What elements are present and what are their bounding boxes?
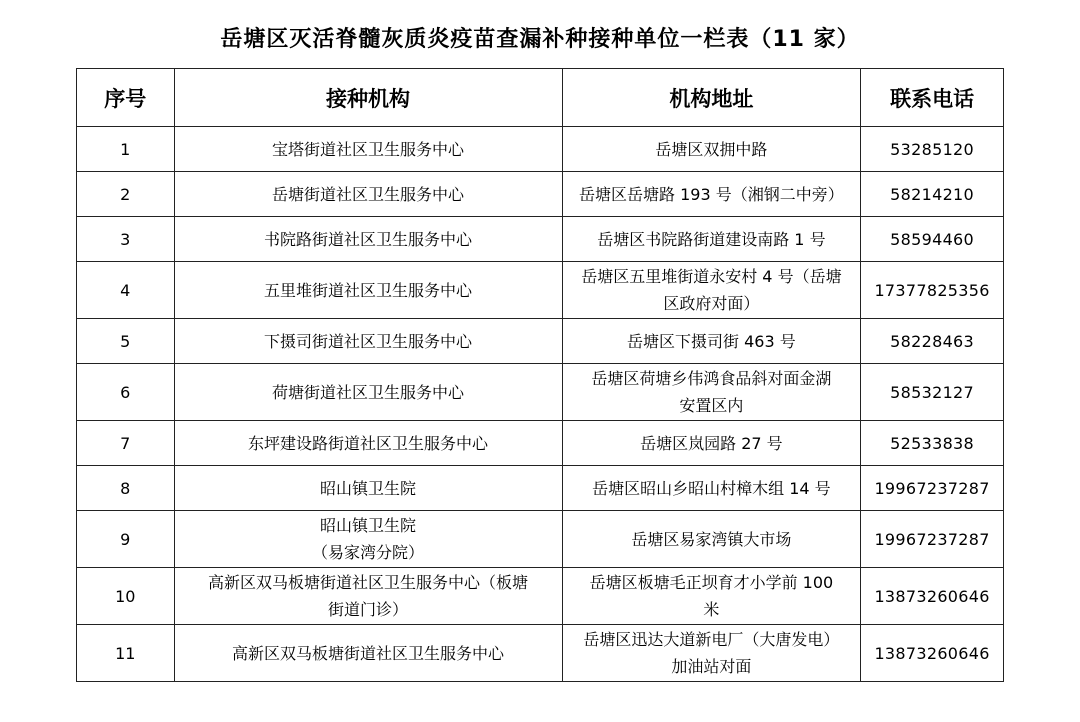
institution-name: 高新区双马板塘街道社区卫生服务中心 xyxy=(232,643,505,663)
phone-number: 58228463 xyxy=(861,319,1004,364)
row-number: 9 xyxy=(77,511,175,568)
row-number: 8 xyxy=(77,466,175,511)
row-number: 6 xyxy=(77,364,175,421)
address-line-1: 岳塘区板塘毛正坝育才小学前 100 xyxy=(589,573,834,592)
address-line-2: 安置区内 xyxy=(679,396,744,415)
institution-branch: （易家湾分院） xyxy=(312,543,425,562)
address-line-1: 岳塘区迅达大道新电厂（大唐发电） xyxy=(583,630,840,649)
row-number: 2 xyxy=(77,172,175,217)
phone-number: 58594460 xyxy=(861,217,1004,262)
institution-name: 昭山镇卫生院 xyxy=(320,516,417,535)
header-phone: 联系电话 xyxy=(861,69,1004,127)
table-row xyxy=(77,364,1004,421)
address-cell xyxy=(562,511,861,568)
table-row xyxy=(77,262,1004,319)
institution-name: 五里堆街道社区卫生服务中心 xyxy=(264,280,473,300)
phone-number: 19967237287 xyxy=(861,466,1004,511)
institution-cell xyxy=(174,625,562,682)
row-number: 1 xyxy=(77,127,175,172)
address-line-2: 区政府对面） xyxy=(663,294,760,313)
institution-cell xyxy=(174,217,562,262)
header-institution: 接种机构 xyxy=(174,69,562,127)
phone-number: 53285120 xyxy=(861,127,1004,172)
institution-cell xyxy=(174,127,562,172)
address-cell xyxy=(562,262,861,319)
address-line-2: 加油站对面 xyxy=(671,657,752,676)
phone-number: 13873260646 xyxy=(861,568,1004,625)
address-cell xyxy=(562,421,861,466)
row-number: 7 xyxy=(77,421,175,466)
row-number: 10 xyxy=(77,568,175,625)
address-line-1: 岳塘区五里堆街道永安村 4 号（岳塘 xyxy=(581,267,842,286)
table-row xyxy=(77,172,1004,217)
phone-number: 58532127 xyxy=(861,364,1004,421)
table-row xyxy=(77,568,1004,625)
page-title: 岳塘区灭活脊髓灰质炎疫苗查漏补种接种单位一栏表（11 家） xyxy=(220,27,860,52)
institution-name-line-2: 街道门诊） xyxy=(328,600,409,619)
address-cell xyxy=(562,217,861,262)
institution-name: 高新区双马板塘街道社区卫生服务中心（板塘 xyxy=(208,573,529,592)
table-row xyxy=(77,421,1004,466)
institution-name: 东坪建设路街道社区卫生服务中心 xyxy=(248,433,489,453)
address-text: 岳塘区岳塘路 193 号（湘钢二中旁） xyxy=(579,184,844,204)
address-cell xyxy=(562,364,861,421)
institution-cell xyxy=(174,319,562,364)
table-row xyxy=(77,625,1004,682)
address-cell xyxy=(562,127,861,172)
institution-cell xyxy=(174,511,562,568)
row-number: 11 xyxy=(77,625,175,682)
address-cell xyxy=(562,172,861,217)
table-row xyxy=(77,511,1004,568)
institution-cell xyxy=(174,172,562,217)
institution-cell xyxy=(174,466,562,511)
address-line-2: 米 xyxy=(703,600,720,619)
institution-name: 宝塔街道社区卫生服务中心 xyxy=(272,139,465,159)
address-text: 岳塘区书院路街道建设南路 1 号 xyxy=(597,229,826,249)
address-cell xyxy=(562,568,861,625)
institution-cell xyxy=(174,421,562,466)
address-cell xyxy=(562,625,861,682)
row-number: 3 xyxy=(77,217,175,262)
phone-number: 58214210 xyxy=(861,172,1004,217)
address-text: 岳塘区昭山乡昭山村樟木组 14 号 xyxy=(592,478,831,498)
institution-name: 下摄司街道社区卫生服务中心 xyxy=(264,331,473,351)
phone-number: 17377825356 xyxy=(861,262,1004,319)
vaccination-sites-table xyxy=(76,68,1004,682)
address-text: 岳塘区双拥中路 xyxy=(655,139,768,159)
phone-number: 52533838 xyxy=(861,421,1004,466)
institution-name: 书院路街道社区卫生服务中心 xyxy=(264,229,473,249)
table-row xyxy=(77,127,1004,172)
address-cell xyxy=(562,466,861,511)
institution-cell xyxy=(174,262,562,319)
table-header-row xyxy=(77,69,1004,127)
address-text: 岳塘区岚园路 27 号 xyxy=(640,433,783,453)
institution-name: 荷塘街道社区卫生服务中心 xyxy=(272,382,465,402)
row-number: 4 xyxy=(77,262,175,319)
table-row xyxy=(77,466,1004,511)
table-row xyxy=(77,217,1004,262)
institution-name: 岳塘街道社区卫生服务中心 xyxy=(272,184,465,204)
address-text: 岳塘区易家湾镇大市场 xyxy=(631,529,792,549)
phone-number: 13873260646 xyxy=(861,625,1004,682)
address-cell xyxy=(562,319,861,364)
address-text: 岳塘区下摄司街 463 号 xyxy=(627,331,796,351)
institution-cell xyxy=(174,568,562,625)
institution-name: 昭山镇卫生院 xyxy=(320,478,417,498)
table-row xyxy=(77,319,1004,364)
row-number: 5 xyxy=(77,319,175,364)
header-address: 机构地址 xyxy=(562,69,861,127)
address-line-1: 岳塘区荷塘乡伟鸿食品斜对面金湖 xyxy=(591,369,832,388)
phone-number: 19967237287 xyxy=(861,511,1004,568)
institution-cell xyxy=(174,364,562,421)
header-serial-number: 序号 xyxy=(77,69,175,127)
